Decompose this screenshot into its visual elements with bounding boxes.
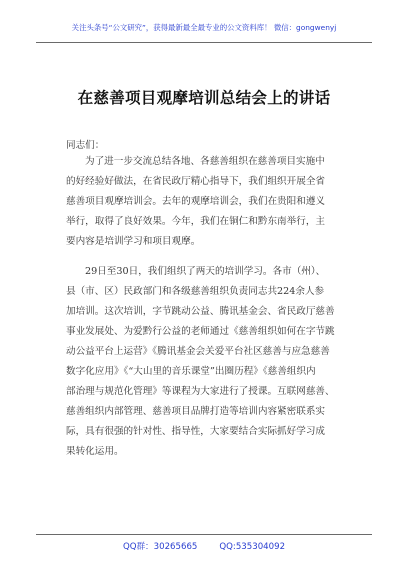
footer-contacts — [0, 540, 408, 552]
paragraph-line: 动公益平台上运营》《腾讯基金会关爱平台社区慈善与应急慈善 — [66, 346, 330, 357]
paragraph-line: 数字化应用》《“大山里的音乐课堂”出圈历程》《慈善组织内 — [66, 366, 316, 377]
paragraph-line: 29日至30日，我们组织了两天的培训学习。各市（州）、 — [85, 266, 326, 277]
paragraph-line: 举行，取得了良好效果。今年，我们在铜仁和黔东南举行，主 — [66, 216, 326, 227]
paragraph-line: 际，具有很强的针对性、指导性，大家要结合实际抓好学习成 — [66, 426, 326, 437]
paragraph-line: 事业发展处、为爱黔行公益的老师通过《慈善组织如何在字节跳 — [66, 326, 335, 337]
footer-divider — [36, 534, 372, 535]
footer-qq: QQ:535304092 — [219, 542, 286, 552]
paragraph-line: 加培训。这次培训，字节跳动公益、腾讯基金会、省民政厅慈善 — [66, 306, 335, 317]
paragraph-line: 慈善组织内部管理、慈善项目品牌打造等培训内容紧密联系实 — [66, 406, 326, 417]
paragraph-line: 县（市、区）民政部门和各级慈善组织负责同志共224余人参 — [66, 286, 325, 297]
paragraph-line: 慈善项目观摩培训会。去年的观摩培训会，我们在贵阳和遵义 — [66, 196, 326, 207]
paragraph-2 — [66, 262, 348, 462]
header-divider — [36, 42, 372, 43]
paragraph-line: 为了进一步交流总结各地、各慈善组织在慈善项目实施中 — [85, 156, 325, 167]
paragraph-line: 部治理与规范化管理》等课程为大家进行了授课。互联网慈善、 — [66, 386, 335, 397]
paragraph-line: 果转化运用。 — [66, 446, 124, 457]
footer-qq-group: QQ群：30265665 — [122, 542, 198, 552]
paragraph-1 — [66, 152, 348, 252]
greeting: 同志们： — [66, 140, 105, 151]
paragraph-line: 要内容是培训学习和项目观摩。 — [66, 236, 201, 247]
paragraph-line: 的好经验好做法，在省民政厅精心指导下，我们组织开展全省 — [66, 176, 326, 187]
document-title: 在慈善项目观摩培训总结会上的讲话 — [77, 89, 331, 107]
header-promo-note: 关注头条号“公文研究”，获得最新最全最专业的公文资料库！ 微信：gongwenyj — [71, 23, 337, 32]
